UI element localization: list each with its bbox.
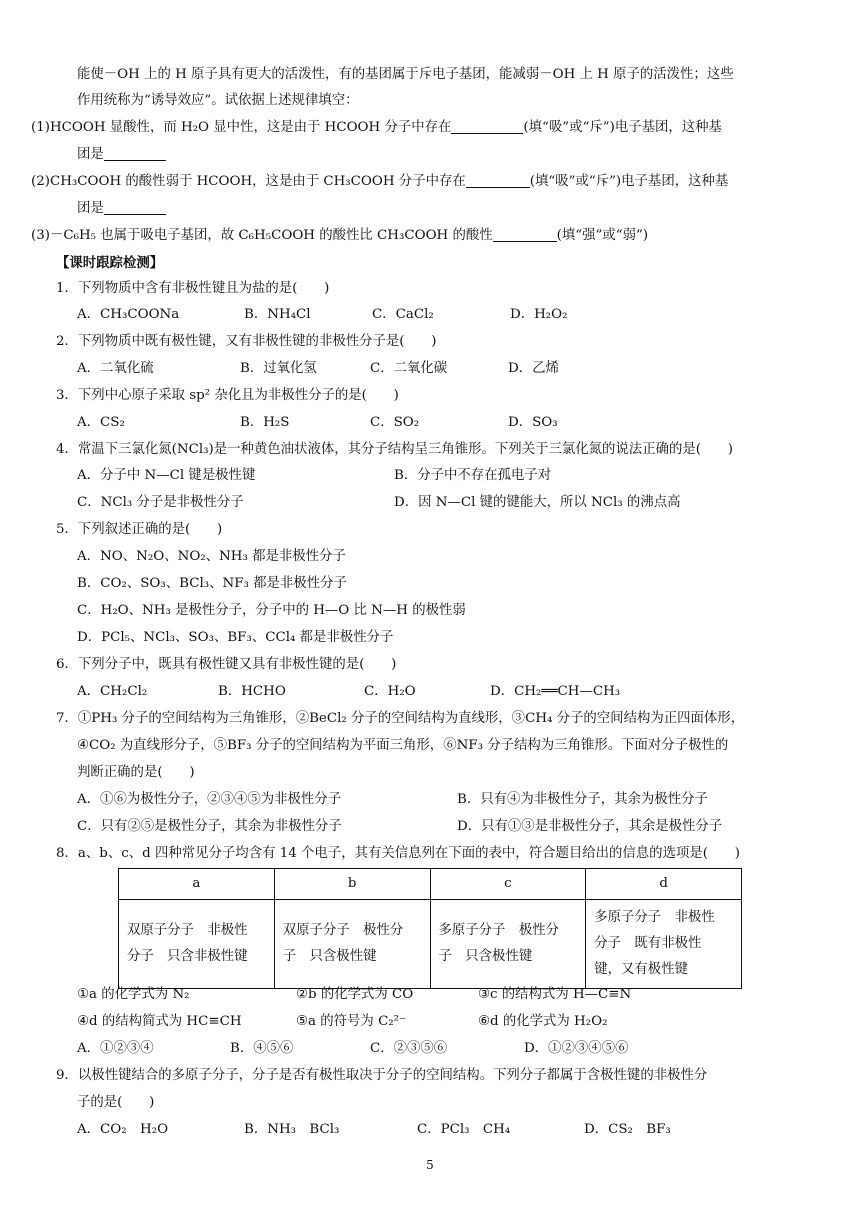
question-6-option-b[interactable]: B．HCHO: [218, 684, 286, 699]
question-7-stem-line-1: 7．①PH₃ 分子的空间结构为三角锥形，②BeCl₂ 分子的空间结构为直线形，③CH₄ 分子的空间结构为正四面体形，: [56, 711, 745, 726]
answer-blank[interactable]: [466, 173, 530, 188]
question-1-stem: 1．下列物质中含有非极性键且为盐的是( ): [56, 281, 330, 296]
question-1-option-d[interactable]: D．H₂O₂: [510, 307, 568, 322]
question-7-stem-line-3: 判断正确的是( ): [77, 765, 195, 780]
table-cell-line: 分子 既有非极性: [594, 936, 702, 951]
fill-question-1-cont: [77, 146, 166, 164]
answer-blank[interactable]: [104, 146, 166, 161]
question-4-option-c[interactable]: C．NCl₃ 分子是非极性分子: [77, 495, 244, 510]
question-7-stem-line-2: ④CO₂ 为直线形分子，⑤BF₃ 分子的空间结构为平面三角形，⑥NF₃ 分子结构为三角锥形。下面对分子极性的: [77, 738, 729, 753]
question-5-option-b[interactable]: B．CO₂、SO₃、BCl₃、NF₃ 都是非极性分子: [77, 576, 347, 591]
question-8-option-c[interactable]: C．②③⑤⑥: [370, 1041, 448, 1056]
question-2-option-b[interactable]: B．过氧化氢: [240, 361, 317, 376]
question-8-statement-1: ①a 的化学式为 N₂: [77, 987, 190, 1002]
question-7-option-a[interactable]: A．①⑥为极性分子，②③④⑤为非极性分子: [77, 792, 342, 807]
table-cell-line: 双原子分子 极性分: [282, 923, 404, 938]
question-5-option-d[interactable]: D．PCl₅、NCl₃、SO₃、BF₃、CCl₄ 都是非极性分子: [77, 630, 394, 645]
intro-line-2: 作用统称为“诱导效应”。试依据上述规律填空：: [77, 93, 359, 108]
question-6-option-c[interactable]: C．H₂O: [364, 684, 416, 699]
question-9-stem-line-2: 子的是( ): [77, 1095, 155, 1110]
table-cell-d: [586, 900, 742, 989]
table-cell-line: 子 只含极性键: [282, 949, 377, 964]
table-cell-line: 子 只含极性键: [438, 949, 533, 964]
table-row: [119, 900, 742, 989]
fill-question-1-text-c: 团是: [77, 147, 104, 162]
question-8-option-b[interactable]: B．④⑤⑥: [230, 1041, 294, 1056]
question-2-stem: 2．下列物质中既有极性键，又有非极性键的非极性分子是( ): [56, 334, 437, 349]
table-cell-line: 多原子分子 极性分: [438, 923, 560, 938]
fill-question-1-text-b: (填“吸”或“斥”)电子基团，这种基: [523, 120, 722, 135]
table-header-d: d: [586, 869, 742, 900]
question-1-option-c[interactable]: C．CaCl₂: [372, 307, 434, 322]
table-cell-line: 双原子分子 非极性: [127, 923, 248, 938]
table-header-row: [119, 869, 742, 900]
question-3-stem: 3．下列中心原子采取 sp² 杂化且为非极性分子的是( ): [56, 388, 399, 403]
question-8-statement-3: ③c 的结构式为 H—C≡N: [478, 987, 632, 1002]
question-3-option-b[interactable]: B．H₂S: [240, 415, 290, 430]
fill-question-2-text-c: 团是: [77, 201, 104, 216]
intro-line-1: 能使－OH 上的 H 原子具有更大的活泼性，有的基团属于斥电子基团，能减弱－OH 上 H 原子的活泼性；这些: [77, 67, 734, 82]
question-8-statement-4: ④d 的结构简式为 HC≡CH: [77, 1014, 242, 1029]
page-number: 5: [426, 1158, 434, 1172]
answer-blank[interactable]: [493, 227, 557, 242]
answer-blank[interactable]: [104, 200, 166, 215]
table-cell-line: 多原子分子 非极性: [594, 910, 715, 925]
question-8-option-d[interactable]: D．①②③④⑤⑥: [524, 1041, 629, 1056]
question-9-option-c[interactable]: C．PCl₃ CH₄: [417, 1122, 511, 1137]
section-title: 【课时跟踪检测】: [56, 255, 164, 271]
question-8-statement-2: ②b 的化学式为 CO: [296, 987, 414, 1002]
table-header-a: a: [119, 869, 275, 900]
question-8-option-a[interactable]: A．①②③④: [77, 1041, 154, 1056]
question-2-option-a[interactable]: A．二氧化硫: [77, 361, 154, 376]
question-3-option-c[interactable]: C．SO₂: [370, 415, 420, 430]
question-4-option-d[interactable]: D．因 N—Cl 键的键能大，所以 NCl₃ 的沸点高: [394, 495, 681, 510]
fill-question-2-text-a: (2)CH₃COOH 的酸性弱于 HCOOH，这是由于 CH₃COOH 分子中存在: [31, 174, 466, 189]
question-1-option-b[interactable]: B．NH₄Cl: [244, 307, 311, 322]
question-8-statement-5: ⑤a 的符号为 C₂²⁻: [296, 1014, 407, 1029]
fill-question-3-text-b: (填“强”或“弱”): [556, 228, 649, 243]
question-5-stem: 5．下列叙述正确的是( ): [56, 522, 223, 537]
question-9-stem-line-1: 9．以极性键结合的多原子分子，分子是否有极性取决于分子的空间结构。下列分子都属于含极性键的非极性分: [56, 1068, 708, 1083]
fill-question-2-cont: [77, 200, 166, 218]
table-cell-a: [119, 900, 275, 989]
question-3-option-d[interactable]: D．SO₃: [508, 415, 558, 430]
question-7-option-b[interactable]: B．只有④为非极性分子，其余为极性分子: [457, 792, 708, 807]
fill-question-3-text-a: (3)－C₆H₅ 也属于吸电子基团，故 C₆H₅COOH 的酸性比 CH₃COOH 的酸性: [31, 228, 493, 243]
fill-question-3: [31, 227, 648, 245]
molecule-info-table: [118, 868, 742, 989]
table-header-b: b: [274, 869, 430, 900]
table-cell-line: 分子 只含非极性键: [127, 949, 248, 964]
question-4-option-b[interactable]: B．分子中不存在孤电子对: [394, 468, 552, 483]
answer-blank[interactable]: [451, 119, 523, 134]
question-7-option-c[interactable]: C．只有②⑤是极性分子，其余为非极性分子: [77, 819, 342, 834]
question-2-option-c[interactable]: C．二氧化碳: [370, 361, 448, 376]
table-header-c: c: [430, 869, 586, 900]
question-6-stem: 6．下列分子中，既具有极性键又具有非极性键的是( ): [56, 657, 397, 672]
fill-question-2: [31, 173, 728, 191]
fill-question-2-text-b: (填“吸”或“斥”)电子基团，这种基: [529, 174, 729, 189]
question-4-option-a[interactable]: A．分子中 N—Cl 键是极性键: [77, 468, 256, 483]
question-6-option-a[interactable]: A．CH₂Cl₂: [77, 684, 148, 699]
question-5-option-a[interactable]: A．NO、N₂O、NO₂、NH₃ 都是非极性分子: [77, 549, 346, 564]
question-5-option-c[interactable]: C．H₂O、NH₃ 是极性分子，分子中的 H—O 比 N—H 的极性弱: [77, 603, 466, 618]
table-cell-b: [274, 900, 430, 989]
question-8-stem: 8．a、b、c、d 四种常见分子均含有 14 个电子，其有关信息列在下面的表中，符合题目给出的信息的选项是( ): [56, 846, 740, 861]
fill-question-1: [31, 119, 722, 137]
question-8-statement-6: ⑥d 的化学式为 H₂O₂: [478, 1014, 608, 1029]
question-1-option-a[interactable]: A．CH₃COONa: [77, 307, 180, 322]
question-3-option-a[interactable]: A．CS₂: [77, 415, 125, 430]
question-9-option-d[interactable]: D．CS₂ BF₃: [584, 1122, 671, 1137]
question-6-option-d[interactable]: D．CH₂══CH—CH₃: [490, 684, 621, 699]
table-cell-c: [430, 900, 586, 989]
question-9-option-b[interactable]: B．NH₃ BCl₃: [244, 1122, 340, 1137]
question-9-option-a[interactable]: A．CO₂ H₂O: [77, 1122, 169, 1137]
fill-question-1-text-a: (1)HCOOH 显酸性，而 H₂O 显中性，这是由于 HCOOH 分子中存在: [31, 120, 452, 135]
question-2-option-d[interactable]: D．乙烯: [508, 361, 559, 376]
question-4-stem: 4．常温下三氯化氮(NCl₃)是一种黄色油状液体，其分子结构呈三角锥形。下列关于三氯化氮的说法正确的是( ): [56, 442, 733, 457]
question-7-option-d[interactable]: D．只有①③是非极性分子，其余是极性分子: [457, 819, 723, 834]
table-cell-line: 键，又有极性键: [594, 962, 688, 977]
